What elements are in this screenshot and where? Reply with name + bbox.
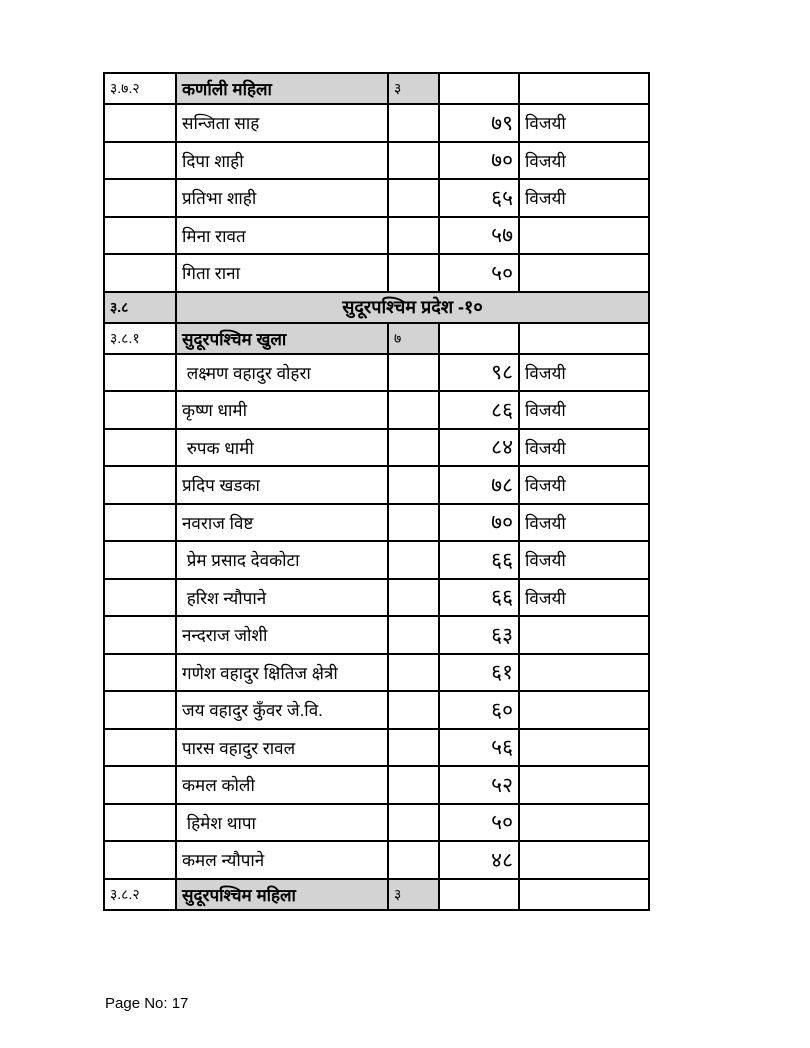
- candidate-name-cell: दिपा शाही: [176, 142, 388, 180]
- table-row-candidate: [104, 217, 649, 255]
- votes-cell: ५०: [439, 804, 519, 842]
- serial-cell: [104, 841, 176, 879]
- results-table-body: [104, 73, 649, 910]
- candidate-name-cell: गणेश वहादुर क्षितिज क्षेत्री: [176, 654, 388, 692]
- votes-cell: ६१: [439, 654, 519, 692]
- category-name-cell: सुदूरपश्चिम खुला: [176, 323, 388, 354]
- table-row-candidate: [104, 254, 649, 292]
- candidate-name-cell: पारस वहादुर रावल: [176, 729, 388, 767]
- candidate-name-cell: मिना रावत: [176, 217, 388, 255]
- seat-cell: [388, 429, 439, 467]
- candidate-name-cell: नवराज विष्ट: [176, 504, 388, 542]
- table-row-province: [104, 292, 649, 323]
- serial-cell: [104, 429, 176, 467]
- result-status-cell: विजयी: [519, 429, 649, 467]
- serial-cell: [104, 254, 176, 292]
- votes-cell: ५६: [439, 729, 519, 767]
- result-status-cell: विजयी: [519, 541, 649, 579]
- result-status-cell: विजयी: [519, 579, 649, 617]
- seat-cell: [388, 804, 439, 842]
- votes-cell: ७९: [439, 104, 519, 142]
- seat-cell: [388, 254, 439, 292]
- serial-cell: [104, 766, 176, 804]
- seat-cell: [388, 766, 439, 804]
- votes-cell: ५२: [439, 766, 519, 804]
- candidate-name-cell: गिता राना: [176, 254, 388, 292]
- seat-cell: [388, 616, 439, 654]
- section-number-cell: ३.८.१: [104, 323, 176, 354]
- table-row-candidate: [104, 616, 649, 654]
- serial-cell: [104, 142, 176, 180]
- candidate-name-cell: हिमेश थापा: [176, 804, 388, 842]
- serial-cell: [104, 541, 176, 579]
- votes-cell: [439, 879, 519, 910]
- serial-cell: [104, 654, 176, 692]
- table-row-candidate: [104, 729, 649, 767]
- candidate-name-cell: रुपक धामी: [176, 429, 388, 467]
- table-row-candidate: [104, 104, 649, 142]
- votes-cell: ९८: [439, 354, 519, 392]
- candidate-name-cell: नन्दराज जोशी: [176, 616, 388, 654]
- province-title-cell: सुदूरपश्चिम प्रदेश -१०: [176, 292, 649, 323]
- candidate-name-cell: जय वहादुर कुँवर जे.वि.: [176, 691, 388, 729]
- serial-cell: [104, 729, 176, 767]
- serial-cell: [104, 691, 176, 729]
- table-row-candidate: [104, 142, 649, 180]
- serial-cell: [104, 616, 176, 654]
- page-number-label: Page No: 17: [105, 995, 189, 1012]
- seat-cell: [388, 391, 439, 429]
- serial-cell: [104, 179, 176, 217]
- serial-cell: [104, 504, 176, 542]
- candidate-name-cell: प्रेम प्रसाद देवकोटा: [176, 541, 388, 579]
- seat-count-cell: ३: [388, 73, 439, 104]
- serial-cell: [104, 804, 176, 842]
- table-row-candidate: [104, 179, 649, 217]
- votes-cell: ६५: [439, 179, 519, 217]
- table-row-candidate: [104, 654, 649, 692]
- result-status-cell: [519, 323, 649, 354]
- votes-cell: ७०: [439, 142, 519, 180]
- serial-cell: [104, 217, 176, 255]
- votes-cell: ७०: [439, 504, 519, 542]
- seat-count-cell: ३: [388, 879, 439, 910]
- result-status-cell: विजयी: [519, 142, 649, 180]
- table-row-section: [104, 73, 649, 104]
- category-name-cell: सुदूरपश्चिम महिला: [176, 879, 388, 910]
- votes-cell: ५७: [439, 217, 519, 255]
- table-row-candidate: [104, 391, 649, 429]
- result-status-cell: विजयी: [519, 104, 649, 142]
- seat-cell: [388, 654, 439, 692]
- result-status-cell: [519, 691, 649, 729]
- result-status-cell: [519, 766, 649, 804]
- candidate-name-cell: लक्ष्मण वहादुर वोहरा: [176, 354, 388, 392]
- section-number-cell: ३.८: [104, 292, 176, 323]
- seat-cell: [388, 104, 439, 142]
- table-row-candidate: [104, 804, 649, 842]
- seat-cell: [388, 541, 439, 579]
- candidate-name-cell: कृष्ण धामी: [176, 391, 388, 429]
- section-number-cell: ३.७.२: [104, 73, 176, 104]
- seat-cell: [388, 691, 439, 729]
- serial-cell: [104, 579, 176, 617]
- seat-cell: [388, 354, 439, 392]
- table-row-candidate: [104, 766, 649, 804]
- table-row-candidate: [104, 429, 649, 467]
- result-status-cell: [519, 654, 649, 692]
- result-status-cell: [519, 879, 649, 910]
- election-results-table: [103, 72, 650, 911]
- candidate-name-cell: हरिश न्यौपाने: [176, 579, 388, 617]
- seat-cell: [388, 504, 439, 542]
- section-number-cell: ३.८.२: [104, 879, 176, 910]
- seat-count-cell: ७: [388, 323, 439, 354]
- candidate-name-cell: प्रदिप खडका: [176, 466, 388, 504]
- result-status-cell: विजयी: [519, 179, 649, 217]
- category-name-cell: कर्णाली महिला: [176, 73, 388, 104]
- result-status-cell: विजयी: [519, 504, 649, 542]
- votes-cell: ६३: [439, 616, 519, 654]
- result-status-cell: विजयी: [519, 466, 649, 504]
- seat-cell: [388, 466, 439, 504]
- result-status-cell: [519, 616, 649, 654]
- votes-cell: ६६: [439, 579, 519, 617]
- votes-cell: [439, 323, 519, 354]
- table-row-candidate: [104, 579, 649, 617]
- candidate-name-cell: कमल न्यौपाने: [176, 841, 388, 879]
- seat-cell: [388, 729, 439, 767]
- result-status-cell: [519, 73, 649, 104]
- votes-cell: ८४: [439, 429, 519, 467]
- seat-cell: [388, 579, 439, 617]
- table-row-candidate: [104, 354, 649, 392]
- table-row-candidate: [104, 541, 649, 579]
- table-row-section: [104, 879, 649, 910]
- votes-cell: ६६: [439, 541, 519, 579]
- serial-cell: [104, 104, 176, 142]
- result-status-cell: [519, 841, 649, 879]
- table-row-candidate: [104, 691, 649, 729]
- votes-cell: ४८: [439, 841, 519, 879]
- table-row-candidate: [104, 504, 649, 542]
- candidate-name-cell: सन्जिता साह: [176, 104, 388, 142]
- result-status-cell: विजयी: [519, 354, 649, 392]
- result-status-cell: विजयी: [519, 391, 649, 429]
- table-row-candidate: [104, 841, 649, 879]
- votes-cell: ६०: [439, 691, 519, 729]
- seat-cell: [388, 841, 439, 879]
- seat-cell: [388, 179, 439, 217]
- votes-cell: [439, 73, 519, 104]
- votes-cell: ७८: [439, 466, 519, 504]
- result-status-cell: [519, 729, 649, 767]
- serial-cell: [104, 354, 176, 392]
- result-status-cell: [519, 804, 649, 842]
- serial-cell: [104, 391, 176, 429]
- seat-cell: [388, 142, 439, 180]
- votes-cell: ५०: [439, 254, 519, 292]
- candidate-name-cell: कमल कोली: [176, 766, 388, 804]
- seat-cell: [388, 217, 439, 255]
- table-row-candidate: [104, 466, 649, 504]
- result-status-cell: [519, 217, 649, 255]
- table-row-section: [104, 323, 649, 354]
- votes-cell: ८६: [439, 391, 519, 429]
- candidate-name-cell: प्रतिभा शाही: [176, 179, 388, 217]
- serial-cell: [104, 466, 176, 504]
- result-status-cell: [519, 254, 649, 292]
